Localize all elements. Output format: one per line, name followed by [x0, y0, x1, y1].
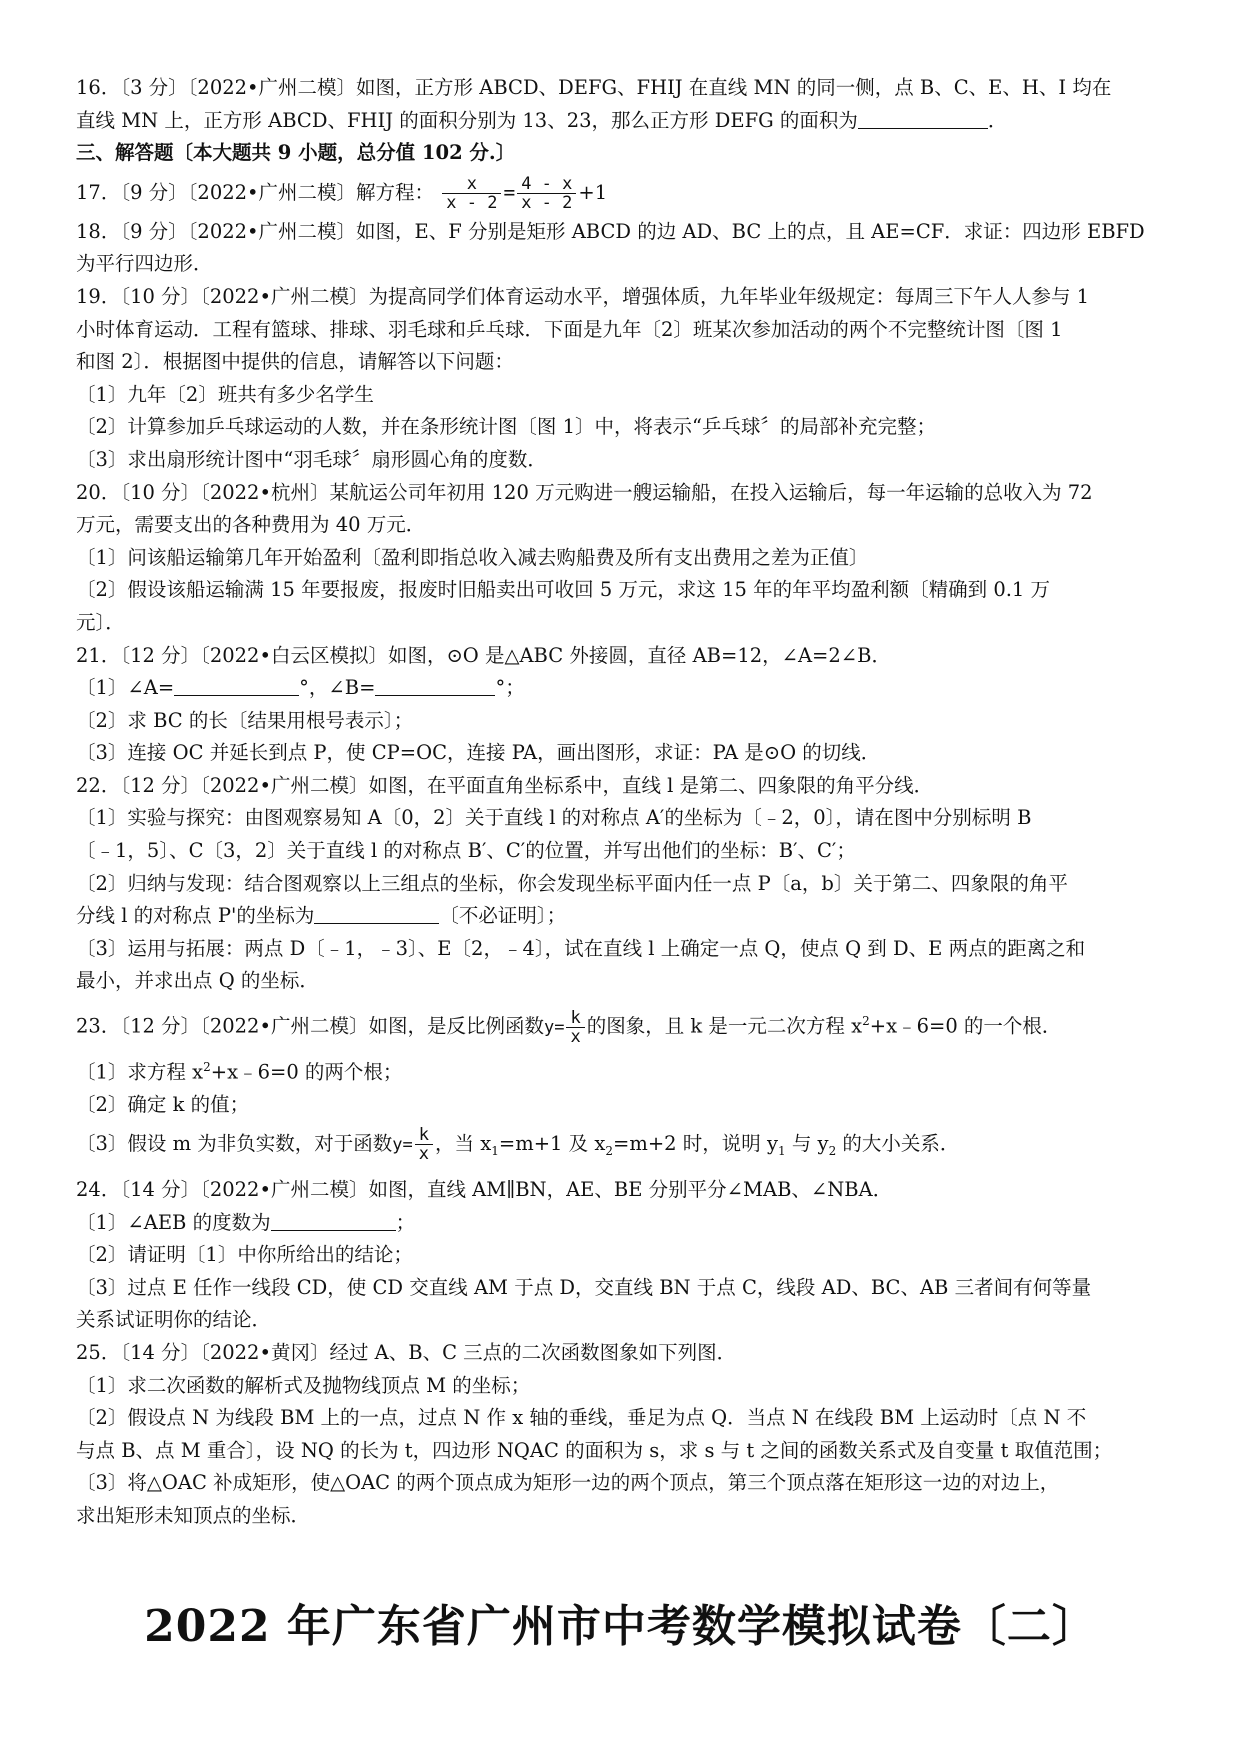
q25-part1: 〔1〕求二次函数的解析式及抛物线顶点 M 的坐标；	[76, 1373, 531, 1397]
q20-part2: 〔2〕假设该船运输满 15 年要报废，报废时旧船卖出可收回 5 万元，求这 15 年的年平均盈利额〔精确到 0.1 万	[76, 578, 1051, 602]
q19-part2: 〔2〕计算参加乒乓球运动的人数，并在条形统计图〔图 1〕中，将表示“乒乓球〞的局部补充完整；	[76, 415, 936, 439]
q22-part1-cont: 〔﹣1，5〕、C〔3，2〕关于直线 l 的对称点 B′、C′的位置，并写出他们的坐标：B′、C′；	[76, 839, 856, 863]
q25-part2-cont: 与点 B、点 M 重合〕，设 NQ 的长为 t，四边形 NQAC 的面积为 s，求 s 与 t 之间的函数关系式及自变量 t 取值范围；	[76, 1438, 1113, 1462]
section-heading: 三、解答题〔本大题共 9 小题，总分值 102 分.〕	[76, 141, 516, 165]
answer-blank	[375, 677, 495, 696]
q23-part3: 〔3〕假设 m 为非负实数，对于函数y= $\frac{k}{x}$ ，当 $x_1=m+1$ 及 $x_2=m+2$ 时，说明 $y_1$ 与 $y_2$ 的大小关系．	[76, 1125, 960, 1165]
q23-part1: 〔1〕求方程 $x^2+x﹣6=0$ 的两个根；	[76, 1059, 403, 1084]
q16-line2: 直线 MN 上，正方形 ABCD、FHIJ 的面积分别为 13、23，那么正方形 DEFG 的面积为 ．	[76, 108, 1008, 132]
q25-line1: 25．〔14 分〕〔2022•黄冈〕经过 A、B、C 三点的二次函数图象如下列图．	[76, 1341, 737, 1365]
q25-part3: 〔3〕将△OAC 补成矩形，使△OAC 的两个顶点成为矩形一边的两个顶点，第三个顶点落在矩形这一边的对边上，	[76, 1471, 1060, 1495]
q16-line1: 16．〔3 分〕〔2022•广州二模〕如图，正方形 ABCD、DEFG、FHIJ 在直线 MN 的同一侧，点 B、C、E、H、I 均在	[76, 76, 1112, 99]
q24-line1: 24．〔14 分〕〔2022•广州二模〕如图，直线 AM∥BN，AE、BE 分别平分∠MAB、∠NBA．	[76, 1178, 893, 1202]
q24-part3: 〔3〕过点 E 任作一线段 CD，使 CD 交直线 AM 于点 D，交直线 BN 于点 C，线段 AD、BC、AB 三者间有何等量	[76, 1275, 1092, 1299]
q18-line1: 18．〔9 分〕〔2022•广州二模〕如图，E、F 分别是矩形 ABCD 的边 AD、BC 上的点，且 AE=CF．求证：四边形 EBFD	[76, 219, 1145, 243]
page-title: 2022 年广东省广州市中考数学模拟试卷〔二〕	[144, 1601, 1097, 1652]
q22-part2: 〔2〕归纳与发现：结合图观察以上三组点的坐标，你会发现坐标平面内任一点 P〔a，b〕关于第二、四象限的角平	[76, 871, 1068, 895]
q22-part1: 〔1〕实验与探究：由图观察易知 A〔0，2〕关于直线 l 的对称点 A′的坐标为〔﹣2，0〕，请在图中分别标明 B	[76, 806, 1032, 830]
q20-part1: 〔1〕问该船运输第几年开始盈利〔盈利即指总收入减去购船费及所有支出费用之差为正值〕	[76, 545, 869, 569]
exam-page	[76, 72, 1166, 1533]
q21-line1: 21．〔12 分〕〔2022•白云区模拟〕如图，⊙O 是△ABC 外接圆，直径 AB=12，∠A=2∠B．	[76, 643, 891, 667]
q18-line2: 为平行四边形．	[76, 252, 213, 276]
q19-line1: 19．〔10 分〕〔2022•广州二模〕为提高同学们体育运动水平，增强体质，九年毕业年级规定：每周三下午人人参与 1	[76, 284, 1090, 308]
q22-part3-cont: 最小，并求出点 Q 的坐标．	[76, 969, 319, 993]
q17: 17．〔9 分〕〔2022•广州二模〕解方程： $\frac{x}{x - 2}$ = $\frac{4 - x}{x - 2}$ +1	[76, 173, 608, 213]
q22-part2-cont: 分线 l 的对称点 P'的坐标为 〔不必证明〕；	[76, 904, 567, 928]
q21-part3: 〔3〕连接 OC 并延长到点 P，使 CP=OC，连接 PA，画出图形，求证：PA 是⊙O 的切线．	[76, 741, 881, 765]
answer-blank	[174, 677, 299, 696]
q19-line2: 小时体育运动．工程有篮球、排球、羽毛球和乒乓球．下面是九年〔2〕班某次参加活动的两个不完整统计图〔图 1	[76, 317, 1063, 341]
q20-line1: 20．〔10 分〕〔2022•杭州〕某航运公司年初用 120 万元购进一艘运输船，在投入运输后，每一年运输的总收入为 72	[76, 480, 1093, 504]
fraction: $\frac{4 - x}{x - 2}$	[517, 175, 576, 212]
q19-line3: 和图 2〕．根据图中提供的信息，请解答以下问题：	[76, 350, 514, 374]
q19-part3: 〔3〕求出扇形统计图中“羽毛球〞扇形圆心角的度数．	[76, 447, 547, 471]
q19-part1: 〔1〕九年〔2〕班共有多少名学生	[76, 382, 374, 406]
q24-part2: 〔2〕请证明〔1〕中你所给出的结论；	[76, 1243, 413, 1267]
fraction: $\frac{x}{x - 2}$	[442, 175, 501, 212]
q25-part3-cont: 求出矩形未知顶点的坐标．	[76, 1504, 311, 1528]
q22-line1: 22．〔12 分〕〔2022•广州二模〕如图，在平面直角坐标系中，直线 l 是第二、四象限的角平分线．	[76, 773, 934, 797]
fraction: $\frac{k}{x}$	[566, 1009, 584, 1046]
answer-blank	[271, 1212, 396, 1231]
q23-line1: 23．〔12 分〕〔2022•广州二模〕如图，是反比例函数y= $\frac{k}{x}$ 的图象，且 k 是一元二次方程 $x^2+x﹣6=0$ 的一个根．	[76, 1007, 1062, 1047]
q21-part2: 〔2〕求 BC 的长〔结果用根号表示〕；	[76, 708, 414, 732]
q22-part3: 〔3〕运用与拓展：两点 D〔﹣1，﹣3〕、E〔2，﹣4〕，试在直线 l 上确定一点 Q，使点 Q 到 D、E 两点的距离之和	[76, 936, 1086, 960]
answer-blank	[858, 110, 988, 129]
q25-part2: 〔2〕假设点 N 为线段 BM 上的一点，过点 N 作 x 轴的垂线，垂足为点 Q．当点 N 在线段 BM 上运动时〔点 N 不	[76, 1406, 1087, 1430]
q21-part1: 〔1〕∠A= °，∠B= °；	[76, 676, 525, 700]
q20-line2: 万元，需要支出的各种费用为 40 万元．	[76, 513, 426, 537]
fraction: $\frac{k}{x}$	[415, 1126, 433, 1163]
q16-text: 直线 MN 上，正方形 ABCD、FHIJ 的面积分别为 13、23，那么正方形 DEFG 的面积为	[76, 108, 858, 132]
answer-blank	[314, 905, 439, 924]
q24-part3-cont: 关系试证明你的结论．	[76, 1308, 272, 1332]
q20-part2-cont: 元〕．	[76, 610, 125, 634]
q24-part1: 〔1〕∠AEB 的度数为 ；	[76, 1210, 416, 1234]
q23-part2: 〔2〕确定 k 的值；	[76, 1092, 250, 1116]
